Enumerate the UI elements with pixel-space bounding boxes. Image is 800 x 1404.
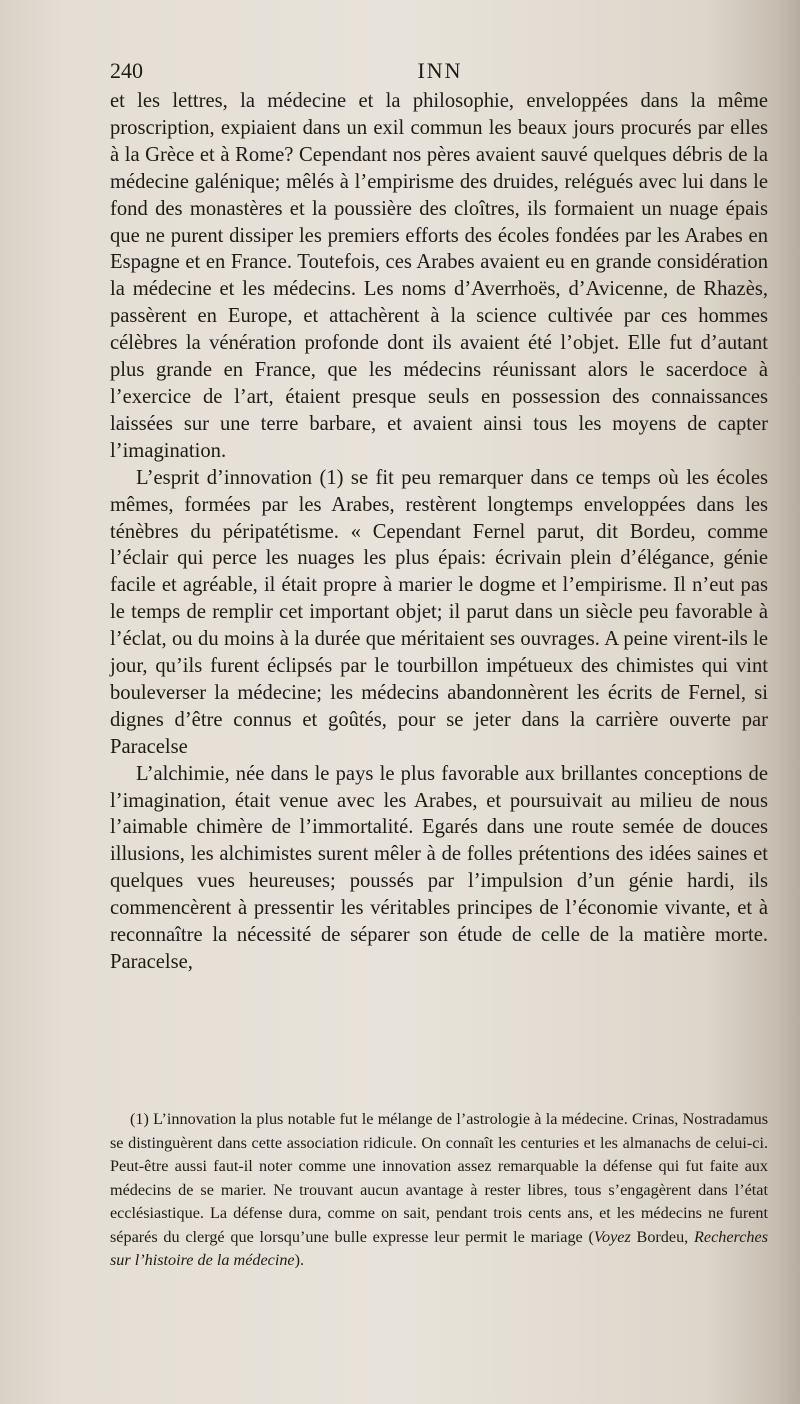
footnote-author: Bordeu, [630,1227,694,1246]
paragraph-2: L’esprit d’innovation (1) se fit peu remarquer dans ce temps où les écoles mêmes, formées par les Arabes, restèrent longtemps enveloppées dans les ténèbres du péripatétisme. « Cependant Fernel parut, dit Bordeu, comme l’éclair qui perce les nuages les plus épais: écrivain plein d’élégance, génie facile et agréable, il était propre à marier le dogme et l’empirisme. Il n’eut pas le temps de remplir cet important objet; il parut dans un siècle peu favorable à l’éclat, ou du moins à la durée que méritaient ses ouvrages. A peine virent-ils le jour, qu’ils furent éclipsés par le tourbillon impétueux des chimistes qui vint bouleverser la médecine; les médecins abandonnèrent les écrits de Fernel, si dignes d’être connus et goûtés, pour se jeter dans la carrière ouverte par Paracelse [110,466,768,758]
footnote-text: (1) L’innovation la plus notable fut le mélange de l’astrologie à la médecine. Crinas, Nostradamus se distinguèrent dans cette association ridicule. On connaît les centuries et les almanachs de celui-ci. Peut-être aussi faut-il noter comme une innovation assez remarquable la défense qui fut faite aux médecins de se marier. Ne trouvant aucun avantage à rester libres, tous s’engagèrent dans l’état ecclésiastique. La défense dura, comme on sait, pendant trois cents ans, et les médecins ne furent séparés du clergé que lorsqu’une bulle expresse leur permit le mariage ( [110,1110,768,1246]
footnote-title: Recherches sur l’histoire de la médecine [110,1227,768,1269]
paragraph-1: et les lettres, la médecine et la philosophie, enveloppées dans la même proscription, expiaient dans un exil commun les beaux jours procurés par elles à la Grèce et à Rome? Cependant nos pères avaient sauvé quelques débris de la médecine galénique; mêlés à l’empirisme des druides, relégués avec lui dans le fond des monastères et la poussière des cloîtres, ils formaient un nuage épais que ne purent dissiper les premiers efforts des écoles fondées par les Arabes en Espagne et en France. Toutefois, ces Arabes avaient eu en grande considération la médecine et les médecins. Les noms d’Averrhoës, d’Avicenne, de Rhazès, passèrent en Europe, et attachèrent à la science cultivée par ces hommes célèbres la vénération profonde dont ils avaient été l’objet. Elle fut d’autant plus grande en France, que les médecins réunissant alors le sacerdoce à l’exercice de l’art, étaient presque seuls en possession des connaissances laissées sur une terre barbare, et avaient ainsi tous les moyens de capter l’imagination. [110,90,768,462]
page-header [110,58,770,92]
main-text [110,88,768,976]
footnote-1 [110,1108,768,1273]
paragraph-3: L’alchimie, née dans le pays le plus favorable aux brillantes conceptions de l’imagination, était venue avec les Arabes, et poursuivait au milieu de nous l’aimable chimère de l’immortalité. Egarés dans une route semée de douces illusions, les alchimistes surent mêler à de folles prétentions des idées saines et quelques vues heureuses; poussés par l’impulsion d’un génie hardi, ils commencèrent à pressentir les véritables principes de l’économie vivante, et à reconnaître la nécessité de séparer son étude de celle de la matière morte. Paracelse, [110,762,768,973]
footnote-voyez: Voyez [593,1227,631,1246]
running-head: INN [417,58,463,83]
page-number: 240 [110,58,143,83]
footnote-close: ). [294,1251,305,1269]
footnotes [110,1108,768,1273]
